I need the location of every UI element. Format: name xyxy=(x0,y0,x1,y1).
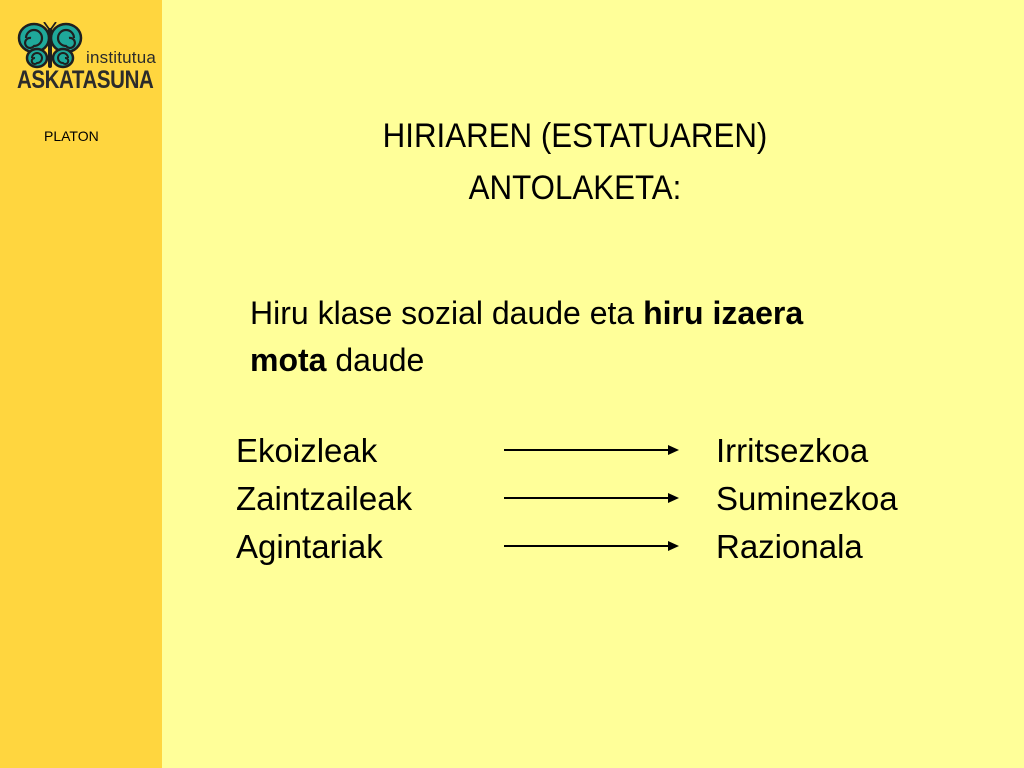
slide-title xyxy=(322,110,828,214)
logo-big-text: ASKATASUNA xyxy=(17,66,154,94)
nature-label: Razionala xyxy=(716,528,863,565)
arrow-right-icon xyxy=(504,534,684,558)
nature-label: Irritsezkoa xyxy=(716,432,869,469)
nature-label: Suminezkoa xyxy=(716,480,898,517)
sidebar-label: PLATON xyxy=(44,128,99,144)
statement-text-1: Hiru klase sozial daude eta xyxy=(250,295,644,331)
social-class-label: Agintariak xyxy=(236,528,383,565)
title-line-2: ANTOLAKETA: xyxy=(468,169,682,207)
askatasuna-logo xyxy=(16,22,158,98)
social-class-label: Ekoizleak xyxy=(236,432,378,469)
sidebar xyxy=(0,0,162,768)
mapping-row xyxy=(236,524,996,570)
statement-text-2: daude xyxy=(326,342,425,378)
statement-bold-1: hiru izaera xyxy=(643,295,804,331)
arrow-right-icon xyxy=(504,486,684,510)
arrow-right-icon xyxy=(504,438,684,462)
social-class-label: Zaintzaileak xyxy=(236,480,413,517)
slide-statement xyxy=(250,290,990,384)
butterfly-icon xyxy=(16,22,86,72)
mapping-row xyxy=(236,428,996,474)
statement-bold-2: mota xyxy=(250,342,327,378)
logo-small-text: institutua xyxy=(86,48,157,67)
mapping-row xyxy=(236,476,996,522)
title-line-1: HIRIAREN (ESTATUAREN) xyxy=(382,117,768,155)
